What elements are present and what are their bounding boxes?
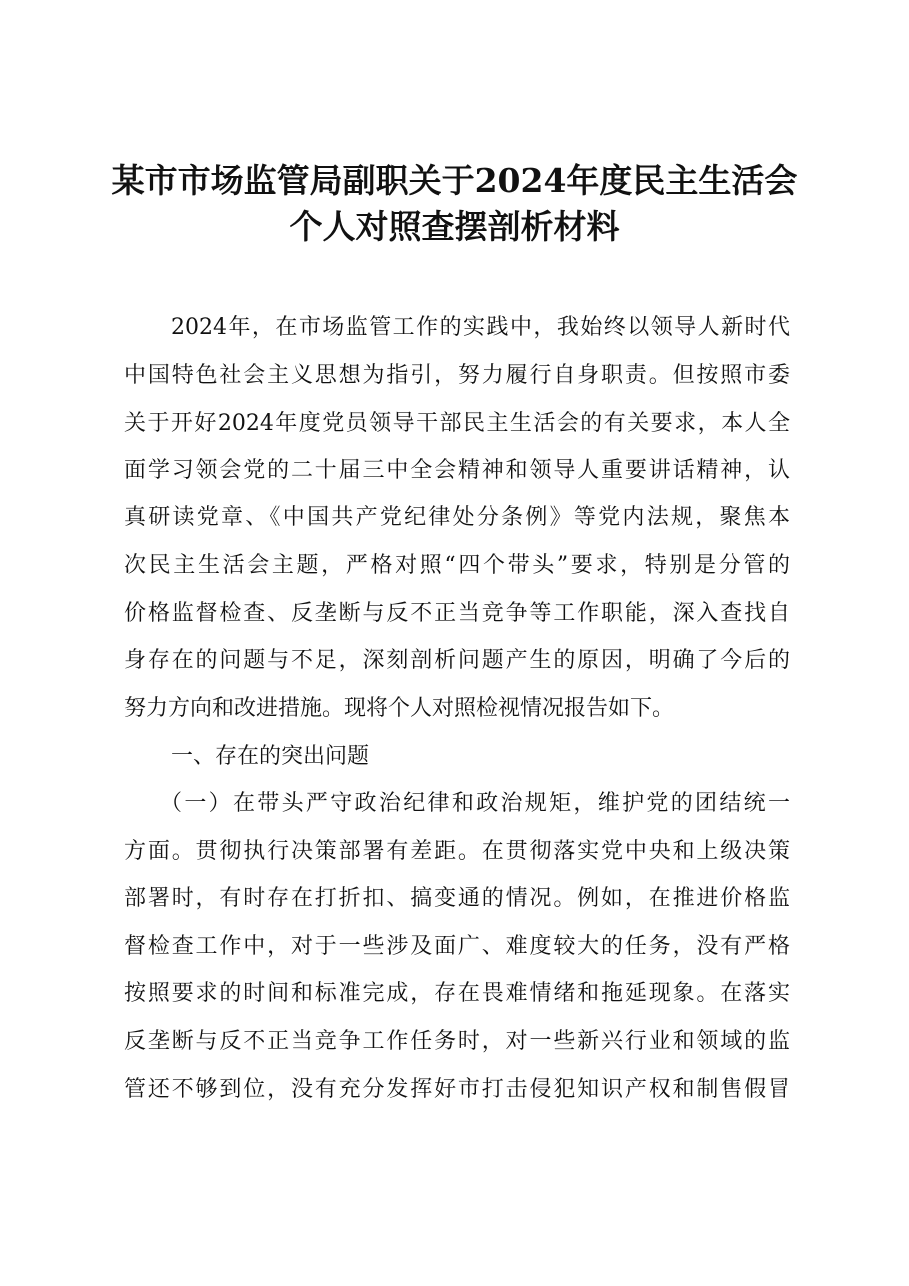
- paragraph-2-line: （一）在带头严守政治纪律和政治规矩，维护党的团结统一: [160, 791, 790, 816]
- paragraph-2-line: 方面。贯彻执行决策部署有差距。在贯彻落实党中央和上级决策: [124, 839, 790, 864]
- paragraph-2-line: 督检查工作中，对于一些涉及面广、难度较大的任务，没有严格: [124, 934, 790, 959]
- paragraph-1-line: 关于开好2024年度党员领导干部民主生活会的有关要求，本人全: [124, 411, 790, 436]
- document-title-line-1: 某市市场监管局副职关于2024年度民主生活会: [111, 161, 798, 200]
- paragraph-1-line: 真研读党章、《中国共产党纪律处分条例》等党内法规，聚焦本: [124, 505, 790, 530]
- document-title-line-2: 个人对照查摆剖析材料: [289, 207, 620, 246]
- section-heading: 一、存在的突出问题: [171, 744, 370, 769]
- paragraph-1-line: 身存在的问题与不足，深刻剖析问题产生的原因，明确了今后的: [124, 648, 790, 673]
- paragraph-1-line: 价格监督检查、反垄断与反不正当竞争等工作职能，深入查找自: [124, 601, 790, 626]
- paragraph-2-line: 管还不够到位，没有充分发挥好市打击侵犯知识产权和制售假冒: [124, 1077, 790, 1102]
- paragraph-1-line: 中国特色社会主义思想为指引，努力履行自身职责。但按照市委: [124, 363, 790, 388]
- paragraph-1-line: 2024年，在市场监管工作的实践中，我始终以领导人新时代: [171, 315, 790, 340]
- paragraph-1-line: 面学习领会党的二十届三中全会精神和领导人重要讲话精神，认: [124, 458, 790, 483]
- paragraph-1-line: 努力方向和改进措施。现将个人对照检视情况报告如下。: [124, 696, 675, 721]
- paragraph-2-line: 部署时，有时存在打折扣、搞变通的情况。例如，在推进价格监: [124, 886, 790, 911]
- paragraph-2-line: 反垄断与反不正当竞争工作任务时，对一些新兴行业和领域的监: [124, 1029, 790, 1054]
- paragraph-2-line: 按照要求的时间和标准完成，存在畏难情绪和拖延现象。在落实: [124, 981, 790, 1006]
- paragraph-1-line: 次民主生活会主题，严格对照“四个带头”要求，特别是分管的: [124, 553, 790, 578]
